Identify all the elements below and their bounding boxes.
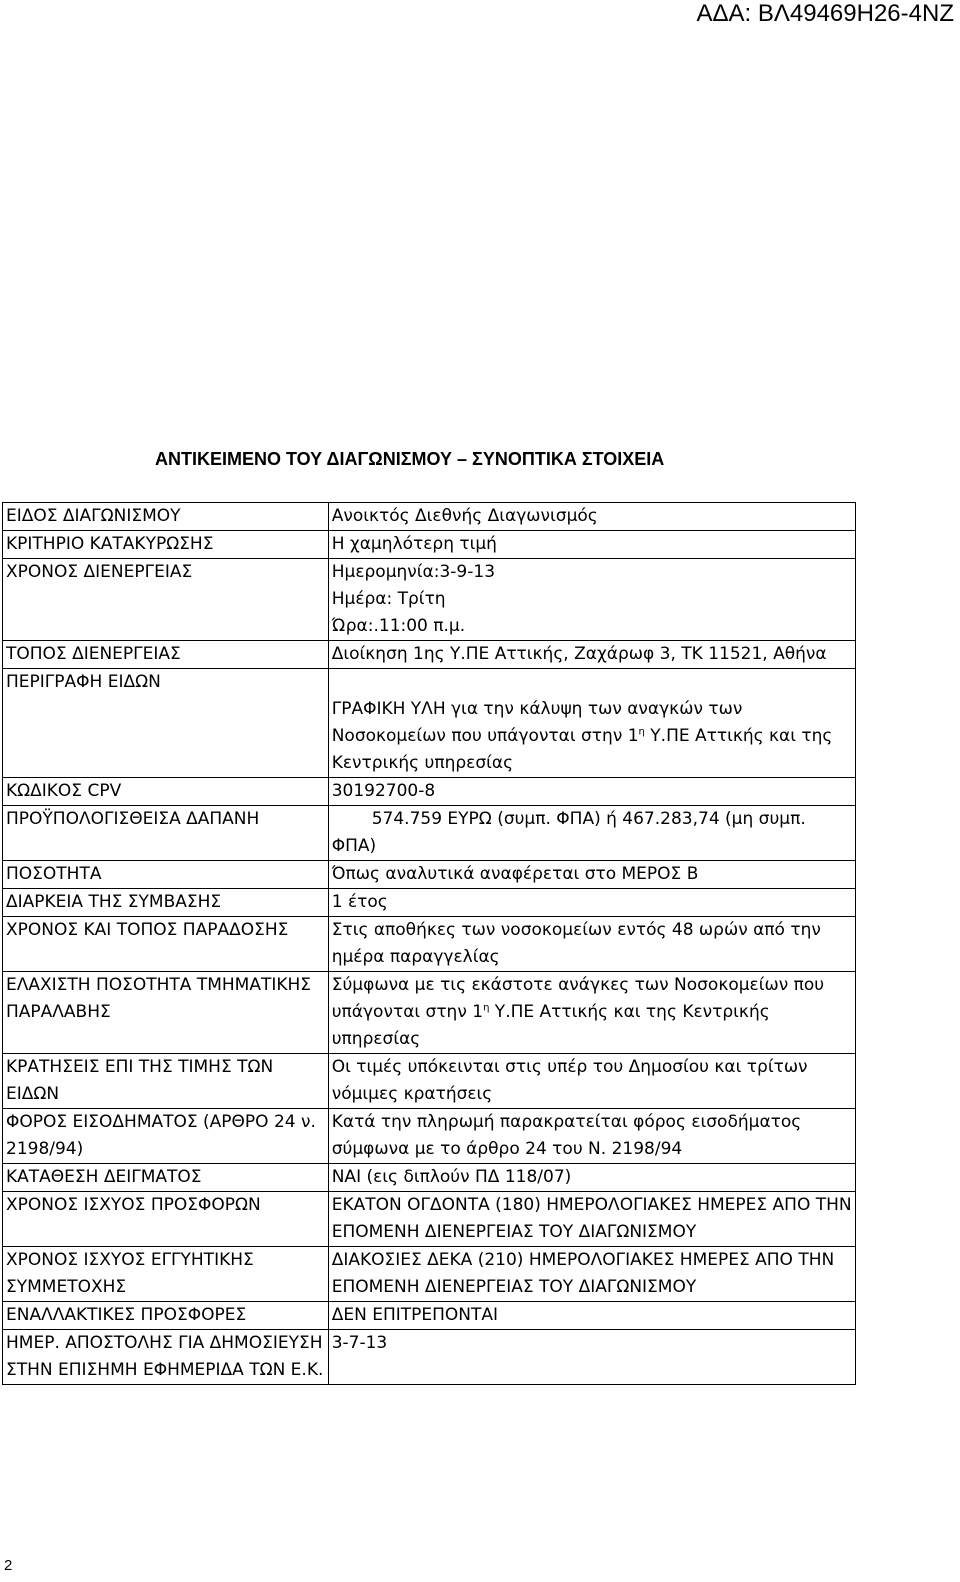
tender-date: Ημερομηνία:3-9-13 [331,562,496,582]
row-value [328,806,855,861]
table-row [3,641,856,669]
value-superscript: η [483,1002,490,1014]
row-value: Η χαμηλότερη τιμή [328,531,855,559]
value-text: Υ.ΠΕ Αττικής και της Κεντρικής υπηρεσίας [331,726,833,773]
row-label: ΚΑΤΑΘΕΣΗ ΔΕΙΓΜΑΤΟΣ [3,1164,329,1192]
table-row [3,861,856,889]
table-row [3,1192,856,1247]
row-value: ΕΚΑΤΟΝ ΟΓΔΟΝΤΑ (180) ΗΜΕΡΟΛΟΓΙΑΚΕΣ ΗΜΕΡΕΣ ΑΠΟ ΤΗΝ ΕΠΟΜΕΝΗ ΔΙΕΝΕΡΓΕΙΑΣ ΤΟΥ ΔΙΑΓΩΝΙΣΜΟΥ [328,1192,855,1247]
table-row [3,669,856,778]
table-row [3,1330,856,1385]
page-number: 2 [4,1557,13,1574]
table-row [3,559,856,641]
ada-code-header: ΑΔΑ: ΒΛ49469Η26-4ΝΖ [696,0,954,27]
row-label: ΚΡΑΤΗΣΕΙΣ ΕΠΙ ΤΗΣ ΤΙΜΗΣ ΤΩΝ ΕΙΔΩΝ [3,1054,329,1109]
row-label: ΠΕΡΙΓΡΑΦΗ ΕΙΔΩΝ [3,669,329,778]
table-row [3,972,856,1054]
row-label: ΠΟΣΟΤΗΤΑ [3,861,329,889]
row-label: ΧΡΟΝΟΣ ΔΙΕΝΕΡΓΕΙΑΣ [3,559,329,641]
table-row [3,1164,856,1192]
row-label: ΧΡΟΝΟΣ ΙΣΧΥΟΣ ΠΡΟΣΦΟΡΩΝ [3,1192,329,1247]
row-value [328,972,855,1054]
row-value: Ανοικτός Διεθνής Διαγωνισμός [328,503,855,531]
table-row [3,778,856,806]
row-label: ΕΙΔΟΣ ΔΙΑΓΩΝΙΣΜΟΥ [3,503,329,531]
row-value: 30192700-8 [328,778,855,806]
table-row [3,531,856,559]
table-row [3,503,856,531]
row-label: ΠΡΟΫΠΟΛΟΓΙΣΘΕΙΣΑ ΔΑΠΑΝΗ [3,806,329,861]
row-label: ΚΩΔΙΚΟΣ CPV [3,778,329,806]
table-row [3,1054,856,1109]
budget-value: 574.759 ΕΥΡΩ (συμπ. ΦΠΑ) ή 467.283,74 (μη συμπ. ΦΠΑ) [331,809,806,856]
row-label: ΔΙΑΡΚΕΙΑ ΤΗΣ ΣΥΜΒΑΣΗΣ [3,889,329,917]
table-row [3,1302,856,1330]
row-value: ΔΕΝ ΕΠΙΤΡΕΠΟΝΤΑΙ [328,1302,855,1330]
row-value: ΔΙΑΚΟΣΙΕΣ ΔΕΚΑ (210) ΗΜΕΡΟΛΟΓΙΑΚΕΣ ΗΜΕΡΕΣ ΑΠΟ ΤΗΝ ΕΠΟΜΕΝΗ ΔΙΕΝΕΡΓΕΙΑΣ ΤΟΥ ΔΙΑΓΩΝΙΣΜΟΥ [328,1247,855,1302]
value-superscript: η [638,726,645,738]
table-row [3,889,856,917]
table-row [3,917,856,972]
document-title: ΑΝΤΙΚΕΙΜΕΝΟ ΤΟΥ ΔΙΑΓΩΝΙΣΜΟΥ – ΣΥΝΟΠΤΙΚΑ ΣΤΟΙΧΕΙΑ [155,449,665,469]
tender-time: Ώρα:.11:00 π.μ. [331,616,466,636]
row-label: ΧΡΟΝΟΣ ΚΑΙ ΤΟΠΟΣ ΠΑΡΑΔΟΣΗΣ [3,917,329,972]
row-label: ΚΡΙΤΗΡΙΟ ΚΑΤΑΚΥΡΩΣΗΣ [3,531,329,559]
table-row [3,1247,856,1302]
row-value: Κατά την πληρωμή παρακρατείται φόρος εισοδήματος σύμφωνα με το άρθρο 24 του Ν. 2198/94 [328,1109,855,1164]
table-row [3,1109,856,1164]
value-text: Υ.ΠΕ Αττικής και της Κεντρικής υπηρεσίας [331,1002,770,1049]
value-text: ΓΡΑΦΙΚΗ ΥΛΗ για την κάλυψη των αναγκών των Νοσοκομείων που υπάγονται στην 1 [331,699,743,746]
row-label: ΕΝΑΛΛΑΚΤΙΚΕΣ ΠΡΟΣΦΟΡΕΣ [3,1302,329,1330]
row-value: Στις αποθήκες των νοσοκομείων εντός 48 ωρών από την ημέρα παραγγελίας [328,917,855,972]
row-value: Διοίκηση 1ης Υ.ΠΕ Αττικής, Ζαχάρωφ 3, ΤΚ 11521, Αθήνα [328,641,855,669]
table-row [3,806,856,861]
row-value [328,669,855,778]
row-value: ΝΑΙ (εις διπλούν ΠΔ 118/07) [328,1164,855,1192]
row-label: ΗΜΕΡ. ΑΠΟΣΤΟΛΗΣ ΓΙΑ ΔΗΜΟΣΙΕΥΣΗ ΣΤΗΝ ΕΠΙΣΗΜΗ ΕΦΗΜΕΡΙΔΑ ΤΩΝ Ε.Κ. [3,1330,329,1385]
row-value: Όπως αναλυτικά αναφέρεται στο ΜΕΡΟΣ Β [328,861,855,889]
row-label: ΦΟΡΟΣ ΕΙΣΟΔΗΜΑΤΟΣ (ΑΡΘΡΟ 24 ν. 2198/94) [3,1109,329,1164]
row-label: ΕΛΑΧΙΣΤΗ ΠΟΣΟΤΗΤΑ ΤΜΗΜΑΤΙΚΗΣ ΠΑΡΑΛΑΒΗΣ [3,972,329,1054]
row-value: 3-7-13 [328,1330,855,1385]
row-label: ΤΟΠΟΣ ΔΙΕΝΕΡΓΕΙΑΣ [3,641,329,669]
value-text: Σύμφωνα με τις εκάστοτε ανάγκες των Νοσοκομείων που υπάγονται στην 1 [331,975,825,1022]
row-value: 1 έτος [328,889,855,917]
summary-table [2,502,856,1385]
row-value [328,559,855,641]
row-label: ΧΡΟΝΟΣ ΙΣΧΥΟΣ ΕΓΓΥΗΤΙΚΗΣ ΣΥΜΜΕΤΟΧΗΣ [3,1247,329,1302]
row-value: Οι τιμές υπόκεινται στις υπέρ του Δημοσίου και τρίτων νόμιμες κρατήσεις [328,1054,855,1109]
tender-day: Ημέρα: Τρίτη [331,589,446,609]
